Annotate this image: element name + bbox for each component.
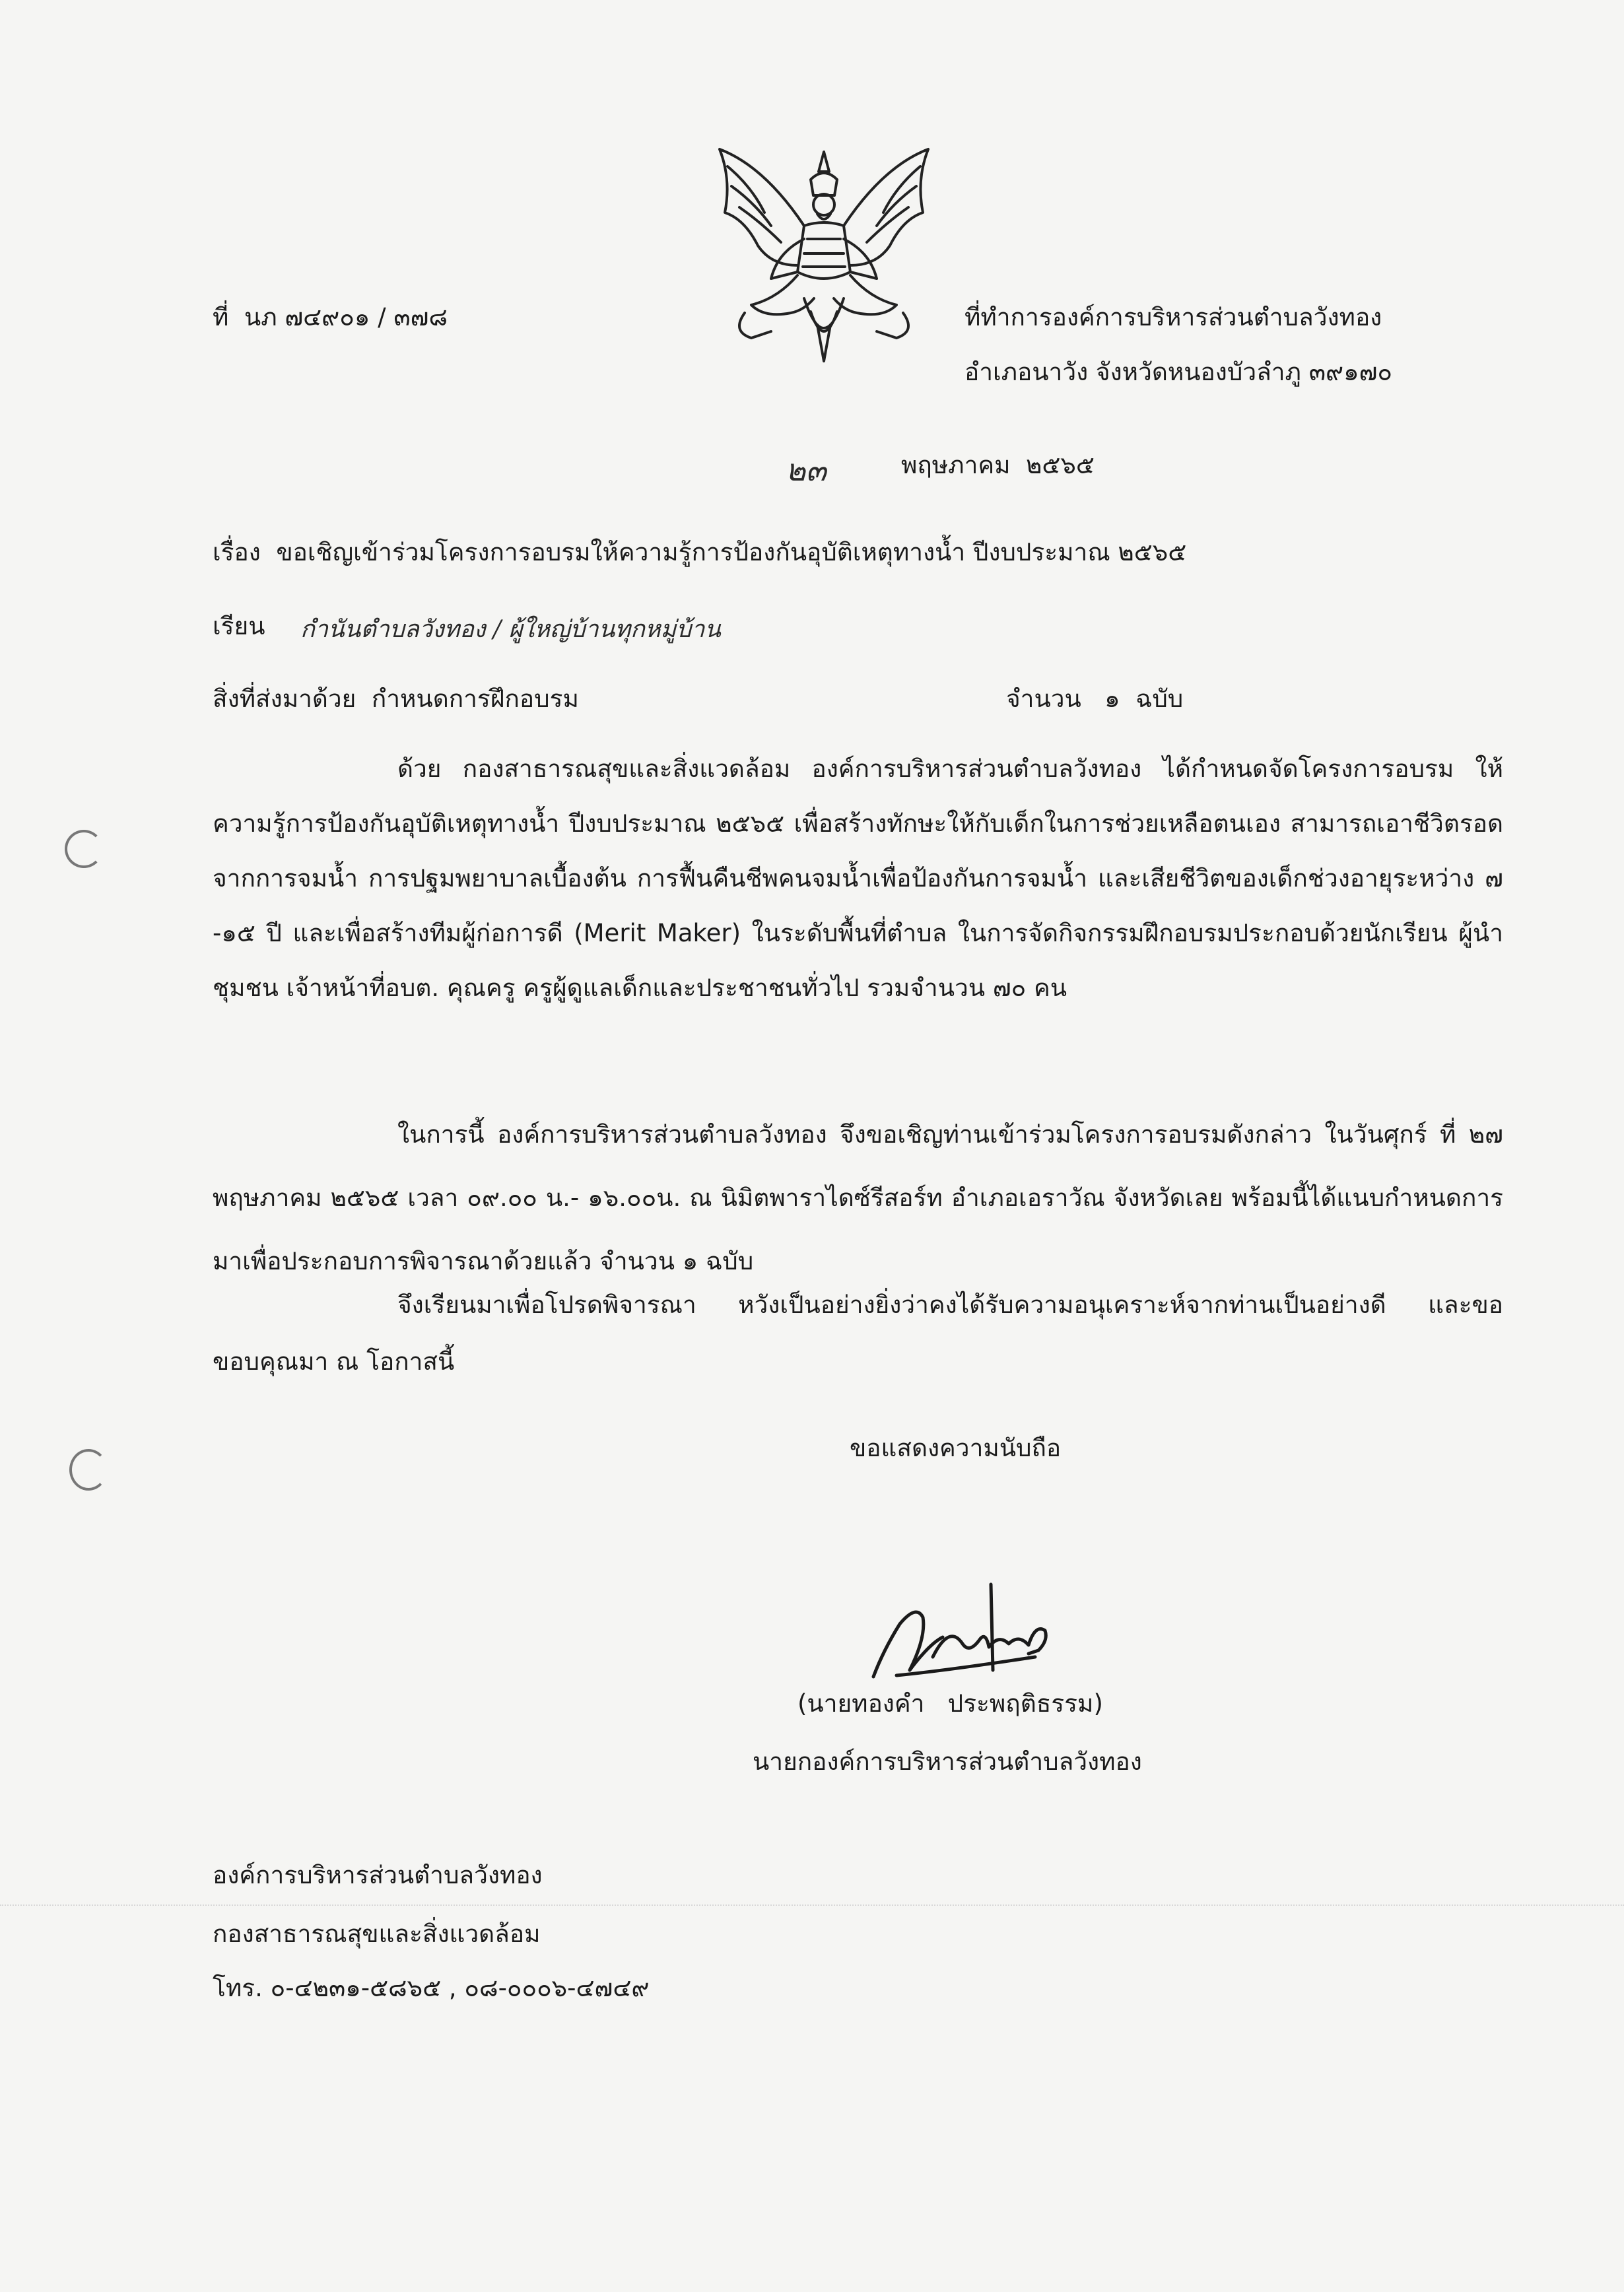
signer-title: นายกองค์การบริหารส่วนตำบลวังทอง [753,1747,1142,1776]
footer-phone: โทร. ๐-๔๒๓๑-๕๘๖๕ , ๐๘-๐๐๐๖-๔๗๔๙ [213,1974,650,2002]
fold-line [0,1904,1624,1906]
date-day: ๒๓ [786,452,827,488]
footer-organization: องค์การบริหารส่วนตำบลวังทอง [213,1861,543,1889]
handwritten-signature [870,1571,1081,1693]
punch-hole-bottom [69,1449,108,1491]
recipient-label: เรียน [213,612,265,640]
office-address-line1: ที่ทำการองค์การบริหารส่วนตำบลวังทอง [964,303,1382,331]
body-paragraph-2: ในการนี้ องค์การบริหารส่วนตำบลวังทอง จึงขอเชิญท่านเข้าร่วมโครงการอบรมดังกล่าว ในวันศุกร์ ที่ ๒๗ พฤษภาคม ๒๕๖๕ เวลา ๐๙.๐๐ น.- ๑๖.๐๐น. ณ นิมิตพาราไดซ์รีสอร์ท อำเภอเอราวัณ จังหวัดเลย พร้อมนี้ได้แนบกำหนดการมาเพื่อประกอบการพิจารณาด้วยแล้ว จำนวน ๑ ฉบับ [213,1120,1503,1275]
enclosure-quantity: จำนวน ๑ ฉบับ [1006,685,1184,713]
recipient-handwritten: กำนันตำบลวังทอง / ผู้ใหญ่บ้านทุกหมู่บ้าน [300,616,721,643]
footer-division: กองสาธารณสุขและสิ่งแวดล้อม [213,1920,541,1948]
body-paragraph-1: ด้วย กองสาธารณสุขและสิ่งแวดล้อม องค์การบริหารส่วนตำบลวังทอง ได้กำหนดจัดโครงการอบรม ให้ความรู้การป้องกันอุบัติเหตุทางน้ำ ปีงบประมาณ ๒๕๖๕ เพื่อสร้างทักษะให้กับเด็กในการช่วยเหลือตนเอง สามารถเอาชีวิตรอดจากการจมน้ำ การปฐมพยาบาลเบื้องต้น การฟื้นคืนชีพคนจมน้ำเพื่อป้องกันการจมน้ำ และเสียชีวิตของเด็กช่วงอายุระหว่าง ๗ -๑๕ ปี และเพื่อสร้างทีมผู้ก่อการดี (Merit Maker) ในระดับพื้นที่ตำบล ในการจัดกิจกรรมฝึกอบรมประกอบด้วยนักเรียน ผู้นำชุมชน เจ้าหน้าที่อบต. คุณครู ครูผู้ดูแลเด็กและประชาชนทั่วไป รวมจำนวน ๗๐ คน [213,755,1503,1002]
closing-salutation: ขอแสดงความนับถือ [850,1434,1062,1462]
subject-line: เรื่อง ขอเชิญเข้าร่วมโครงการอบรมให้ความรู้การป้องกันอุบัติเหตุทางน้ำ ปีงบประมาณ ๒๕๖๕ [213,538,1187,566]
body-paragraph-3: จึงเรียนมาเพื่อโปรดพิจารณา หวังเป็นอย่างยิ่งว่าคงได้รับความอนุเคราะห์จากท่านเป็นอย่างดี และขอขอบคุณมา ณ โอกาสนี้ [213,1291,1503,1376]
document-number: ที่ นภ ๗๔๙๐๑ / ๓๗๘ [213,303,448,331]
office-address-line2: อำเภอนาวัง จังหวัดหนองบัวลำภู ๓๙๑๗๐ [964,358,1392,386]
garuda-emblem-icon [705,140,943,371]
enclosure-label: สิ่งที่ส่งมาด้วย กำหนดการฝึกอบรม [213,685,579,713]
signer-name: (นายทองคำ ประพฤติธรรม) [797,1689,1103,1718]
punch-hole-top [65,830,103,868]
date-month-year: พฤษภาคม ๒๕๖๕ [901,451,1095,479]
